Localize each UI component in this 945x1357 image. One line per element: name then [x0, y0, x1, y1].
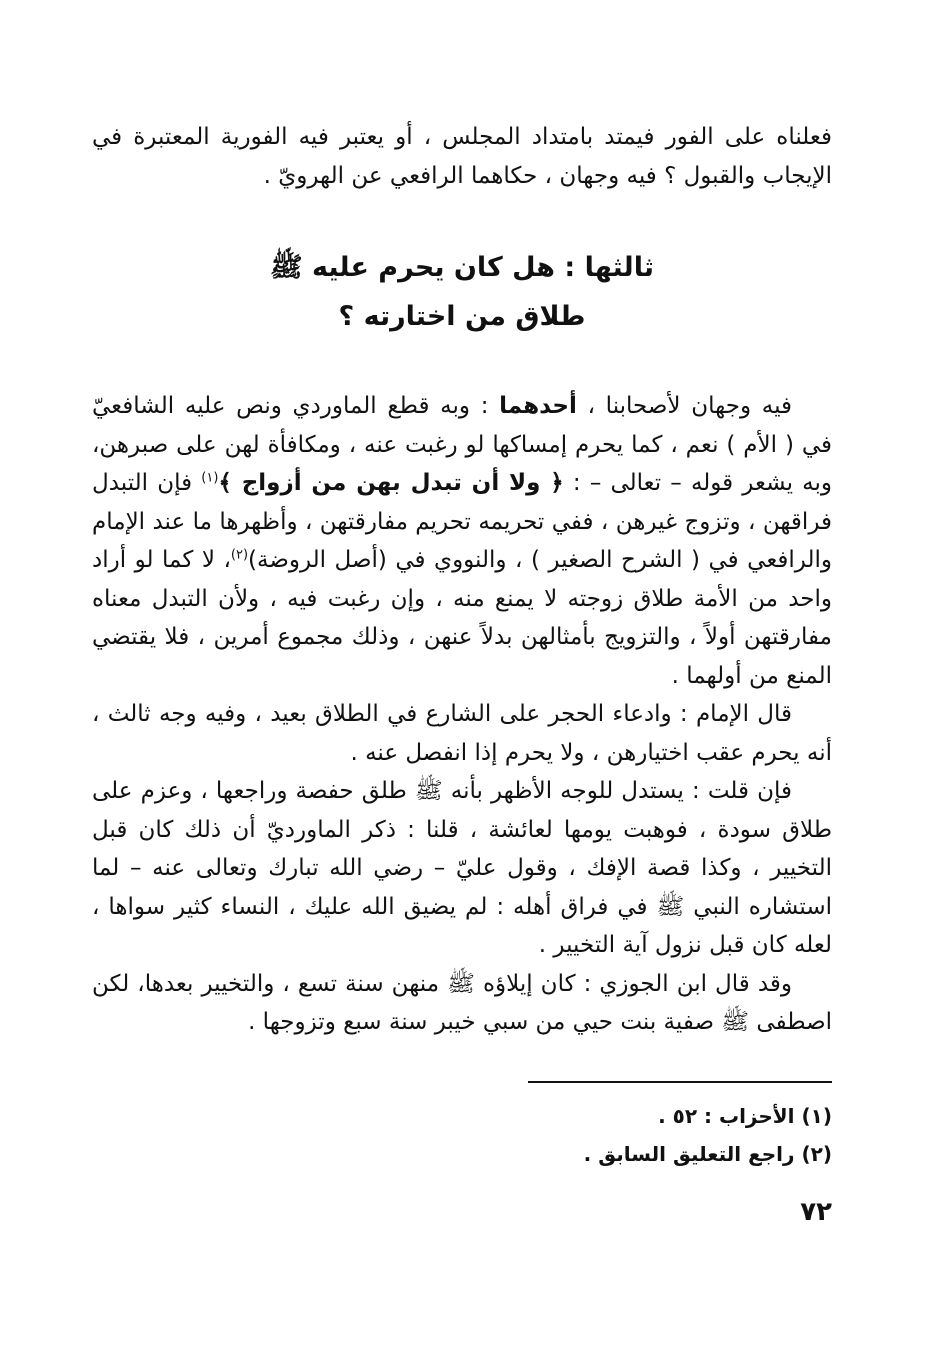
footnote-2: (٢) راجع التعليق السابق . [583, 1142, 832, 1166]
paragraph-1 [92, 387, 832, 695]
paragraph-2: قال الإمام : وادعاء الحجر على الشارع في الطلاق بعيد ، وفيه وجه ثالث ، أنه يحرم عقب اختيارهن ، ولا يحرم إذا انفصل عنه . [92, 701, 832, 766]
paragraph-intro: فعلناه على الفور فيمتد بامتداد المجلس ، أو يعتبر فيه الفورية المعتبرة في الإيجاب والقبول ؟ فيه وجهان ، حكاهما الرافعي عن الهرويّ . [92, 124, 832, 189]
paragraph-1-part-c: : وبه قطع الماوردي ونص عليه الشافعيّ في ( الأم ) نعم ، كما يحرم إمساكها لو رغبت عنه ، ومكافأة لهن على صبرهن، وبه يشعر قوله – تعالى – : [92, 393, 832, 496]
paragraph-1-part-a: فيه وجهان لأصحابنا ، [576, 393, 792, 419]
paragraph-1-part-e: ، لا كما لو أراد واحد من الأمة طلاق زوجته لا يمنع منه ، وإن رغبت فيه ، ولأن التبدل معناه مفارقتهن أولاً ، والتزويج بأمثالهن بدلاً عنهن ، وذلك مجموع أمرين ، فلا يقتضي المنع من أولهما . [92, 547, 832, 689]
paragraph-1-part-d: فإن التبدل فراقهن ، وتزوج غيرهن ، ففي تحريمه تحريم مفارقتهن ، وأظهرها ما عند الإمام والرافعي في ( الشرح الصغير ) ، والنووي في (أصل الروضة) [92, 470, 832, 573]
footnotes [232, 1097, 832, 1173]
quran-quote: ﴿ ولا أن تبدل بهن من أزواج ﴾ [218, 470, 564, 496]
heading-line-2: طلاق من اختارته ؟ [338, 301, 586, 332]
paragraph-1-first-view: أحدهما [499, 393, 577, 419]
paragraph-3: فإن قلت : يستدل للوجه الأظهر بأنه ﷺ طلق حفصة وراجعها ، وعزم على طلاق سودة ، فوهبت يومها لعائشة ، قلنا : ذكر الماورديّ أن ذلك كان قبل التخيير ، وكذا قصة الإفك ، وقول عليّ – رضي الله تبارك وتعالى عنه – لما استشاره النبي ﷺ في فراق أهله : لم يضيق الله عليك ، النساء كثير سواها ، لعله كان قبل نزول آية التخيير . [92, 778, 832, 958]
footnote-ref-2[interactable]: (٢) [230, 547, 249, 563]
paragraph-4: وقد قال ابن الجوزي : كان إيلاؤه ﷺ منهن سنة تسع ، والتخيير بعدها، لكن اصطفى ﷺ صفية بنت حيي من سبي خيبر سنة سبع وتزوجها . [92, 970, 832, 1035]
footnote-1: (١) الأحزاب : ٥٢ . [658, 1104, 832, 1128]
footnote-divider [528, 1081, 832, 1083]
page-number: ٧٢ [800, 1197, 832, 1227]
section-heading [92, 243, 832, 341]
footnote-ref-1[interactable]: (١) [201, 470, 219, 486]
page-body [92, 118, 832, 1042]
heading-line-1: ثالثها : هل كان يحرم عليه ﷺ [270, 252, 654, 283]
